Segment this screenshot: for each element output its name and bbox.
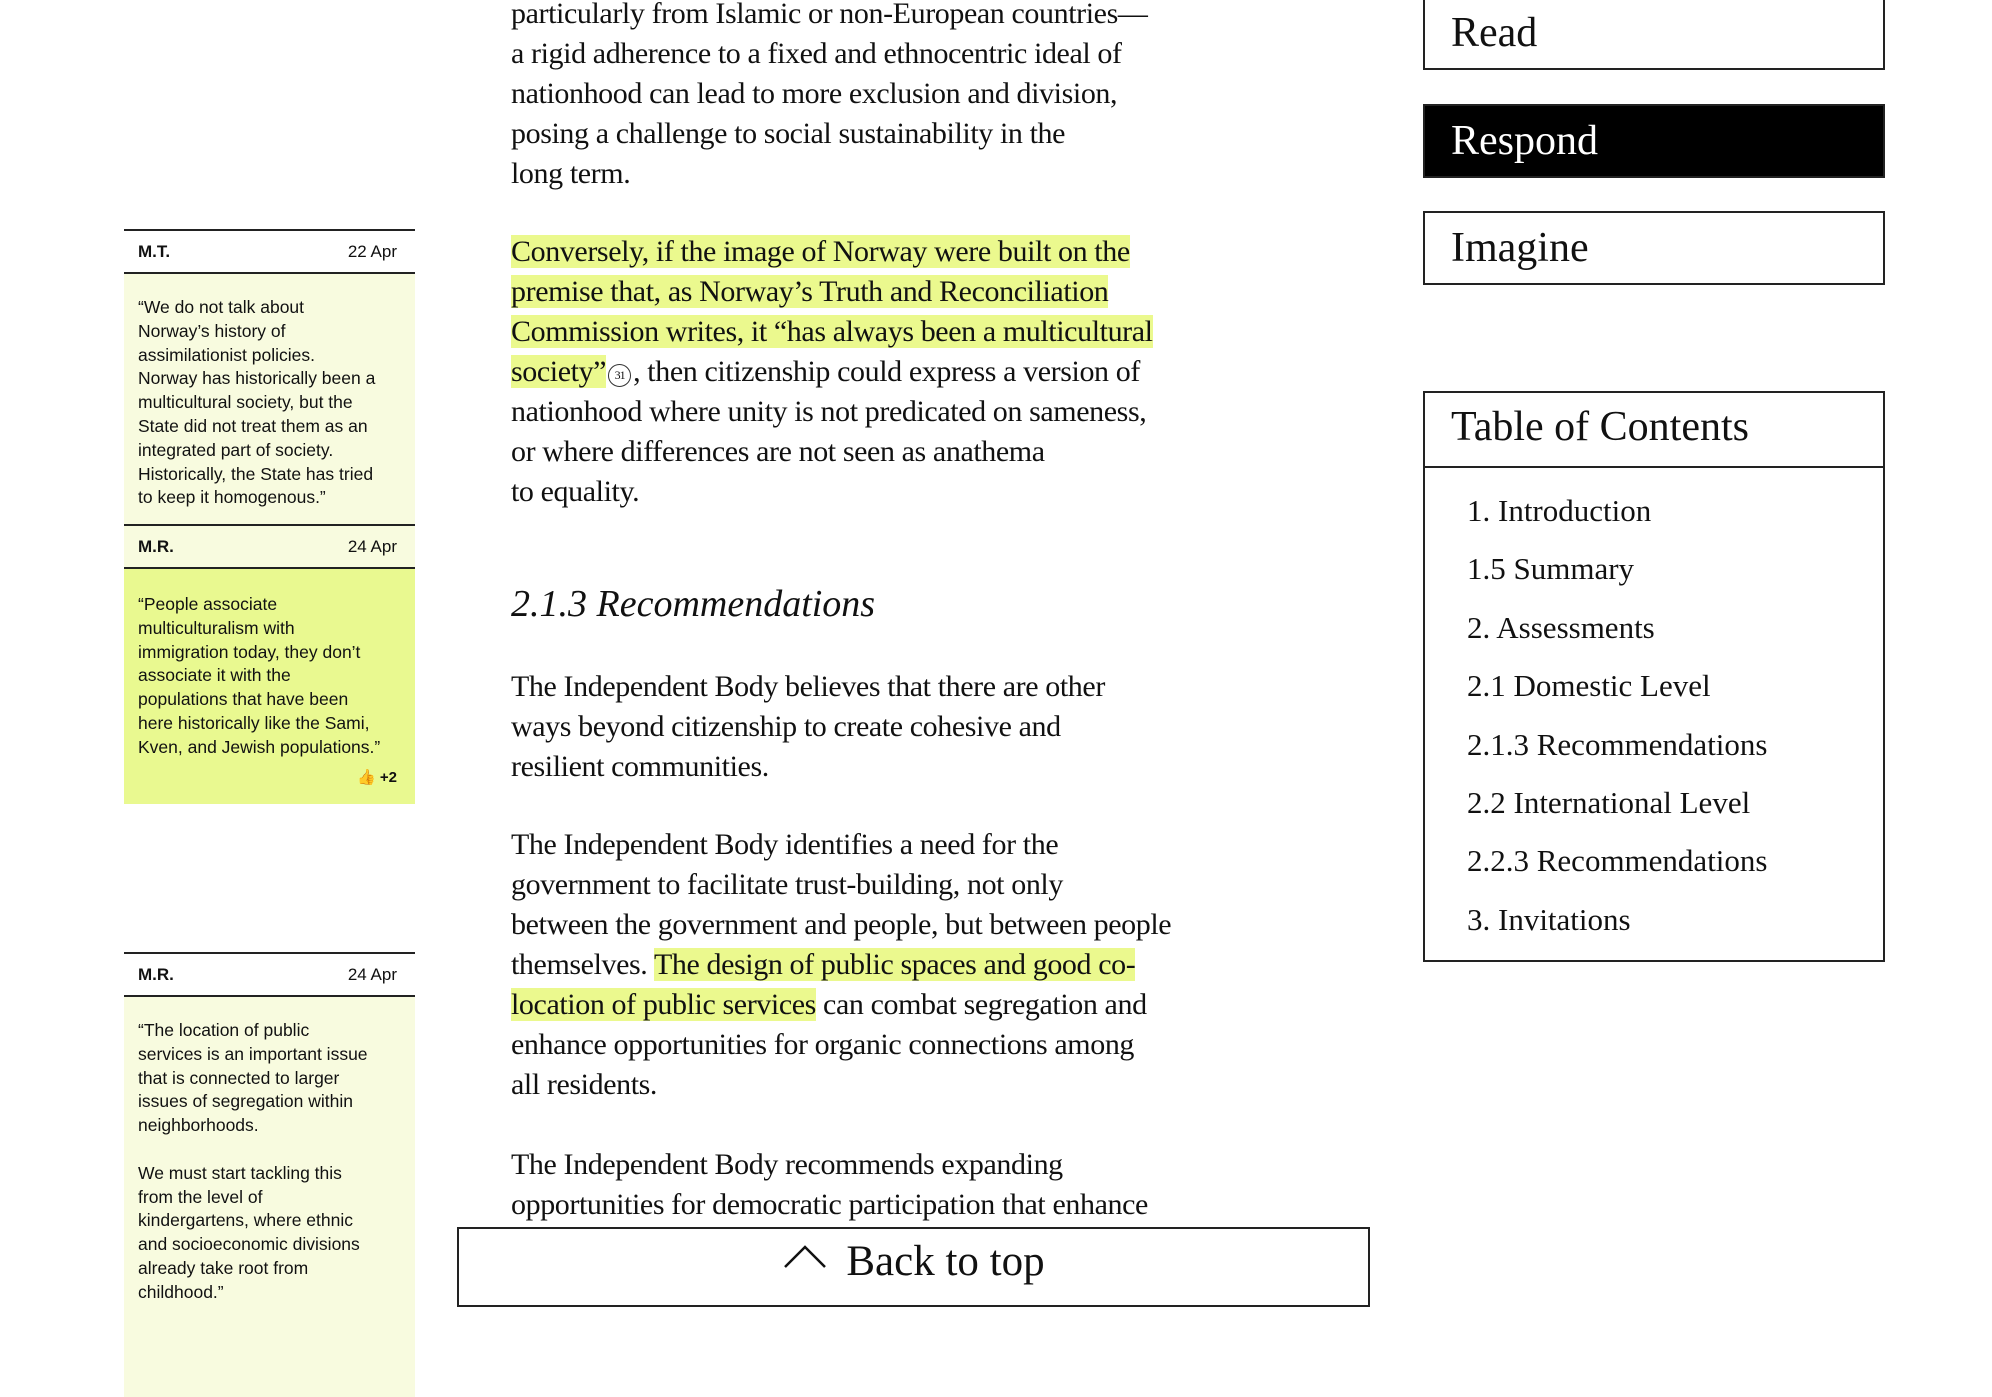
thumbs-up-reaction[interactable]: 👍 +2 [357, 768, 397, 786]
text-line [511, 272, 1153, 312]
text-line [511, 472, 1153, 512]
toc-item[interactable]: 2.1.3 Recommendations [1467, 726, 1768, 762]
toc-item[interactable]: 2. Assessments [1467, 609, 1655, 645]
chevron-up-icon [782, 1237, 828, 1305]
comment-author: M.R. [138, 536, 174, 556]
highlighted-text[interactable]: location of public services [511, 988, 816, 1021]
section-heading: 2.1.3 Recommendations [511, 583, 876, 625]
text-span: nationhood where unity is not predicated on sameness, [511, 395, 1147, 428]
text-span: long term. [511, 157, 631, 190]
text-line [511, 114, 1147, 154]
text-line [511, 1065, 1171, 1105]
text-line [511, 905, 1171, 945]
comment-text: “People associate multiculturalism with immigration today, they don’t associate it with the populations that have been here historically like the Sami, Kven, and Jewish populations.” [138, 594, 381, 757]
comment-author: M.R. [138, 964, 174, 984]
mode-imagine-button[interactable] [1423, 211, 1885, 285]
text-line [511, 825, 1171, 865]
table-of-contents [1423, 391, 1885, 962]
comment-author: M.T. [138, 241, 171, 261]
text-line [511, 667, 1105, 707]
toc-item[interactable]: 1.5 Summary [1467, 551, 1635, 587]
text-line [511, 865, 1171, 905]
text-line [511, 432, 1153, 472]
highlighted-text[interactable]: premise that, as Norway’s Truth and Reconciliation [511, 275, 1109, 308]
toc-item[interactable]: 2.2 International Level [1467, 784, 1751, 820]
text-span: themselves. [511, 948, 654, 981]
text-line [511, 392, 1153, 432]
text-span: enhance opportunities for organic connections among [511, 1028, 1135, 1061]
mode-label: Respond [1451, 118, 1598, 164]
toc-item[interactable]: 2.2.3 Recommendations [1467, 843, 1768, 879]
text-line [511, 747, 1105, 787]
highlighted-text[interactable]: Conversely, if the image of Norway were built on the [511, 235, 1130, 268]
article-paragraph [511, 825, 1171, 1105]
toc-title: Table of Contents [1425, 393, 1883, 468]
back-to-top-button[interactable] [457, 1227, 1370, 1307]
toc-item[interactable]: 3. Invitations [1467, 901, 1631, 937]
text-line [511, 985, 1171, 1025]
comment-header [124, 952, 415, 997]
text-line [511, 352, 1153, 392]
highlighted-text[interactable]: The design of public spaces and good co- [653, 948, 1136, 981]
text-line [511, 0, 1147, 34]
comment-text: “The location of public services is an important issue that is connected to larger issues of segregation within neighborhoods. We must start tackling this from the level of kindergartens, where ethnic and socioeconomic divisions already take root from childhood.” [124, 997, 415, 1397]
text-span: opportunities for democratic participation that enhance [511, 1188, 1148, 1221]
text-span: all residents. [511, 1068, 658, 1101]
text-line [511, 707, 1105, 747]
comment-card[interactable] [124, 229, 415, 526]
text-line [511, 1145, 1148, 1185]
mode-respond-button[interactable] [1423, 104, 1885, 178]
text-line [511, 34, 1147, 74]
text-span: a rigid adherence to a fixed and ethnocentric ideal of [511, 37, 1122, 70]
text-span: posing a challenge to social sustainability in the [511, 117, 1066, 150]
article-paragraph [511, 232, 1153, 512]
article-paragraph [511, 0, 1147, 194]
text-span: particularly from Islamic or non-European countries— [511, 0, 1148, 30]
text-span: The Independent Body recommends expanding [511, 1148, 1063, 1181]
comment-text: “We do not talk about Norway’s history of assimilationist policies. Norway has historically been a multicultural society, but the State did not treat them as an integrated part of society. Historically, the State has tried to keep it homogenous.” [124, 274, 415, 526]
text-span: to equality. [511, 475, 640, 508]
article-paragraph [511, 1145, 1148, 1225]
toc-item[interactable]: 1. Introduction [1467, 493, 1652, 528]
mode-label: Read [1451, 10, 1538, 56]
text-line [511, 154, 1147, 194]
comment-card[interactable] [124, 524, 415, 804]
article-paragraph [511, 667, 1105, 787]
text-span: , then citizenship could express a version of [633, 355, 1140, 388]
text-span: can combat segregation and [815, 988, 1147, 1021]
text-span: nationhood can lead to more exclusion and division, [511, 77, 1118, 110]
text-span: or where differences are not seen as anathema [511, 435, 1045, 468]
text-span: The Independent Body identifies a need for the [511, 828, 1059, 861]
text-span: The Independent Body believes that there are other [511, 670, 1105, 703]
text-line [511, 74, 1147, 114]
back-to-top-label: Back to top [846, 1238, 1045, 1285]
text-line [511, 945, 1171, 985]
toc-item[interactable]: 2.1 Domestic Level [1467, 668, 1711, 704]
highlighted-text[interactable]: society” [511, 355, 607, 388]
text-line [511, 312, 1153, 352]
comment-date: 24 Apr [347, 536, 397, 556]
mode-read-button[interactable] [1423, 0, 1885, 70]
comment-date: 22 Apr [347, 241, 397, 261]
text-span: ways beyond citizenship to create cohesive and [511, 710, 1061, 743]
comment-card[interactable] [124, 952, 415, 1397]
comment-header [124, 229, 415, 274]
text-line [511, 232, 1153, 272]
text-span: government to facilitate trust-building, not only [511, 868, 1063, 901]
comment-header [124, 524, 415, 569]
mode-label: Imagine [1451, 225, 1589, 271]
footnote-marker[interactable]: 31 [608, 364, 631, 387]
highlighted-text[interactable]: Commission writes, it “has always been a multicultural [511, 315, 1153, 348]
text-span: resilient communities. [511, 750, 769, 783]
text-line [511, 1185, 1148, 1225]
text-line [511, 1025, 1171, 1065]
text-span: between the government and people, but between people [511, 908, 1172, 941]
comment-date: 24 Apr [347, 964, 397, 984]
